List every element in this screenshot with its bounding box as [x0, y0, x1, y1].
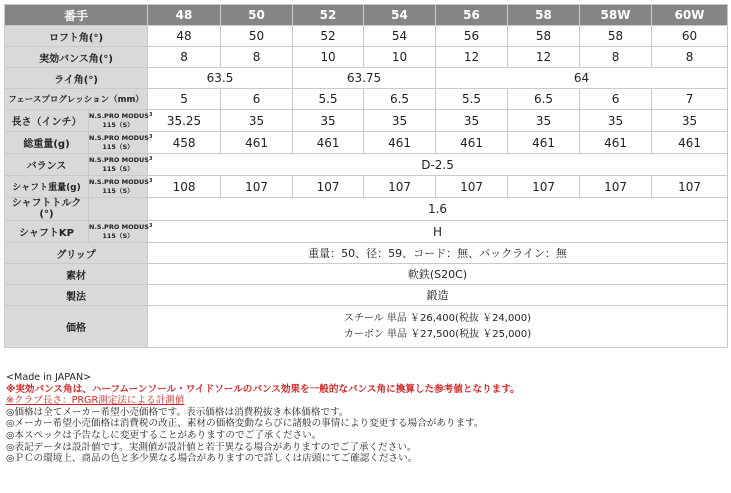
row-label: グリップ — [5, 243, 148, 264]
note-item: ◎ＰＣの環境上、商品の色と多少異なる場合がありますので詳しくは店頭にてご確認ください。 — [6, 453, 418, 465]
bounce-note: ※実効バンス角は、ハーフムーンソール・ワイドソールのバンス効果を一般的なバンス角に換算した参考値となります。 — [6, 383, 520, 395]
row-label: 素材 — [5, 264, 148, 285]
price-steel: スチール 単品 ￥26,400(税抜 ￥24,000) — [344, 312, 531, 324]
cell: 461 — [364, 132, 436, 154]
row-label: 実効バンス角(°) — [5, 47, 148, 68]
header-col: 58W — [580, 5, 652, 26]
spec-table — [4, 4, 728, 348]
cell: 1.6 — [148, 198, 728, 221]
method-row — [5, 285, 728, 306]
cell: 6 — [580, 89, 652, 110]
length-row — [5, 110, 728, 132]
cell: 12 — [436, 47, 508, 68]
cell: 58 — [580, 26, 652, 47]
cell: 64 — [436, 68, 728, 89]
cell: 35 — [436, 110, 508, 132]
cell: H — [148, 221, 728, 243]
balance-row — [5, 154, 728, 176]
row-label: 製法 — [5, 285, 148, 306]
header-col: 58 — [508, 5, 580, 26]
cell: 461 — [580, 132, 652, 154]
row-label: シャフトKP — [5, 221, 89, 243]
row-label: ロフト角(°) — [5, 26, 148, 47]
cell: 8 — [221, 47, 293, 68]
cell: 7 — [652, 89, 728, 110]
cell: 107 — [436, 176, 508, 198]
cell: 50 — [221, 26, 293, 47]
cell: 35 — [580, 110, 652, 132]
cell: 58 — [508, 26, 580, 47]
cell: 60 — [652, 26, 728, 47]
header-col: 52 — [293, 5, 364, 26]
cell: 重量：50、径：59、コード：無、バックライン：無 — [148, 243, 728, 264]
cell: 107 — [652, 176, 728, 198]
cell: 35 — [652, 110, 728, 132]
row-label: シャフトトルク (°) — [5, 198, 89, 221]
row-label: 価格 — [5, 306, 148, 348]
cell: 48 — [148, 26, 221, 47]
header-col: 60W — [652, 5, 728, 26]
club-length-link[interactable]: ※クラブ長さ：PRGR測定法による計測値 — [6, 395, 185, 407]
torque-row — [5, 198, 728, 221]
row-label: ライ角(°) — [5, 68, 148, 89]
cell: 10 — [293, 47, 364, 68]
cell: 6.5 — [364, 89, 436, 110]
cell: 鍛造 — [148, 285, 728, 306]
row-label: バランス — [5, 154, 89, 176]
cell: 10 — [364, 47, 436, 68]
cell: 461 — [436, 132, 508, 154]
header-col: 48 — [148, 5, 221, 26]
price-cell — [148, 306, 728, 348]
shaft-name: N.S.PRO MODUS$^3$ 115（S） — [89, 221, 148, 243]
note-item: ◎価格は全てメーカー希望小売価格です。表示価格は消費税抜き本体価格です。 — [6, 406, 349, 418]
shaft-name: N.S.PRO MODUS$^3$ 115（S） — [89, 154, 148, 176]
cell: 8 — [652, 47, 728, 68]
lie-row — [5, 68, 728, 89]
progression-row — [5, 89, 728, 110]
cell: 35 — [293, 110, 364, 132]
cell: 5.5 — [436, 89, 508, 110]
loft-row — [5, 26, 728, 47]
cell: 461 — [652, 132, 728, 154]
shaft-name: N.S.PRO MODUS$^3$ 115（S） — [89, 110, 148, 132]
cell: 54 — [364, 26, 436, 47]
cell: 6 — [221, 89, 293, 110]
cell: 63.5 — [148, 68, 293, 89]
price-carbon: カーボン 単品 ￥27,500(税抜 ￥25,000) — [343, 328, 532, 340]
kp-row — [5, 221, 728, 243]
cell: 5 — [148, 89, 221, 110]
cell: 56 — [436, 26, 508, 47]
cell: 35 — [364, 110, 436, 132]
row-label: 長さ（インチ） — [5, 110, 89, 132]
weight-row — [5, 132, 728, 154]
row-label: 総重量(g) — [5, 132, 89, 154]
price-row — [5, 306, 728, 348]
cell: 458 — [148, 132, 221, 154]
row-label: フェースプログレッション（mm） — [5, 89, 148, 110]
header-row — [5, 5, 728, 26]
cell: 35.25 — [148, 110, 221, 132]
cell: 107 — [221, 176, 293, 198]
cell: 6.5 — [508, 89, 580, 110]
cell: 107 — [364, 176, 436, 198]
cell: 107 — [293, 176, 364, 198]
note-item: ◎本スペックは予告なしに変更することがありますのでご了承ください。 — [6, 429, 322, 441]
cell: 461 — [293, 132, 364, 154]
cell: 108 — [148, 176, 221, 198]
row-label: シャフト重量(g) — [5, 176, 89, 198]
cell: 107 — [508, 176, 580, 198]
cell: 52 — [293, 26, 364, 47]
note-item: ◎表記データは設計値です。実測値が設計値と若干異なる場合がありますのでご了承ください。 — [6, 441, 417, 453]
cell: 5.5 — [293, 89, 364, 110]
bounce-row — [5, 47, 728, 68]
material-row — [5, 264, 728, 285]
cell: 8 — [148, 47, 221, 68]
cell: 107 — [580, 176, 652, 198]
header-col: 50 — [221, 5, 293, 26]
header-label: 番手 — [5, 5, 148, 26]
shaft-weight-row — [5, 176, 728, 198]
cell: 35 — [221, 110, 293, 132]
shaft-name: N.S.PRO MODUS$^3$ 115（S） — [89, 132, 148, 154]
cell: 8 — [580, 47, 652, 68]
footnotes — [6, 372, 726, 465]
note-item: ◎メーカー希望小売価格は消費税の改正、素材の価格変動ならびに諸般の事情により変更する場合があります。 — [6, 418, 484, 430]
header-col: 56 — [436, 5, 508, 26]
cell: 35 — [508, 110, 580, 132]
shaft-name: N.S.PRO MODUS$^3$ 115（S） — [89, 176, 148, 198]
cell: 12 — [508, 47, 580, 68]
shaft-name-empty — [89, 198, 148, 221]
cell: 63.75 — [293, 68, 436, 89]
grip-row — [5, 243, 728, 264]
cell: 461 — [508, 132, 580, 154]
header-col: 54 — [364, 5, 436, 26]
cell: 軟鉄(S20C) — [148, 264, 728, 285]
cell: D-2.5 — [148, 154, 728, 176]
made-in-note: <Made in JAPAN> — [6, 372, 92, 383]
cell: 461 — [221, 132, 293, 154]
